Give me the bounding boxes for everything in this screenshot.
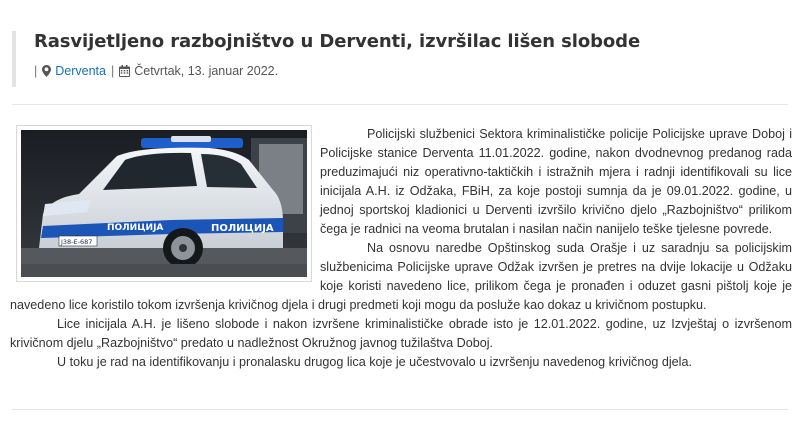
article-paragraph: Policijski službenici Sektora kriminalističke policije Policijske uprave Doboj i Policijske stanice Derventa 11.01.2022. godine, nakon dvodnevnog predanog rada preduzimajući niz operativno-taktičkih i istražnih mjera i radnji identifikovali su lice inicijala A.H. iz Odžaka, FBiH, za koje postoji sumnja da je 09.01.2022. godine, u jednoj sportskoj kladionici u Derventi izvršilo krivično djelo „Razbojništvo“ prilikom čega je radnici na veoma brutalan i nasilan način nanijelo teške tjelesne povrede. — [320, 127, 792, 236]
article-image[interactable] — [16, 125, 312, 282]
article-paragraph: Na osnovu naredbe Opštinskog suda Orašje i uz saradnju sa policijskim službenicima Policijske uprave Odžak izvršen je pretres na dvije lokacije u Odžaku koje koristi navedeno lice, prilikom čega je pronađen i oduzet gasni pištolj koje je navedeno lice koristilo tokom izvršenja krivičnog djela i drugi predmeti koji mogu da posluže kao dokaz u krivičnom postupku. — [10, 241, 792, 312]
article-header — [12, 31, 788, 87]
police-car-photo — [21, 130, 307, 277]
car-police-text-side: ПОЛИЦИЈА — [211, 223, 274, 234]
divider — [12, 104, 788, 105]
map-marker-icon — [42, 65, 51, 77]
article-paragraph: Lice inicijala A.H. je lišeno slobode i nakon izvršene kriminalističke obrade isto je 12.01.2022. godine, uz Izvještaj o izvršenom krivičnom djelu „Razbojništvo“ predato u nadležnost Okružnog javnog tužilaštva Doboj. — [10, 317, 792, 350]
article-title: Rasvijetljeno razbojništvo u Derventi, izvršilac lišen slobode — [34, 31, 641, 52]
article-paragraph: U toku je rad na identifikovanju i pronalasku drugog lica koje je učestvovalo u izvršenju navedenog krivičnog djela. — [57, 355, 692, 369]
meta-separator: | — [34, 64, 38, 78]
car-police-text: ПОЛИЦИЈА — [107, 223, 164, 233]
divider — [12, 409, 788, 410]
article-body — [10, 125, 792, 372]
license-plate: J38-E-687 — [61, 238, 93, 246]
article-meta — [34, 64, 278, 78]
meta-separator: | — [110, 64, 115, 78]
article-date: Četvrtak, 13. januar 2022. — [134, 64, 279, 78]
location-link[interactable]: Derventa — [55, 64, 106, 78]
calendar-icon — [119, 65, 130, 77]
